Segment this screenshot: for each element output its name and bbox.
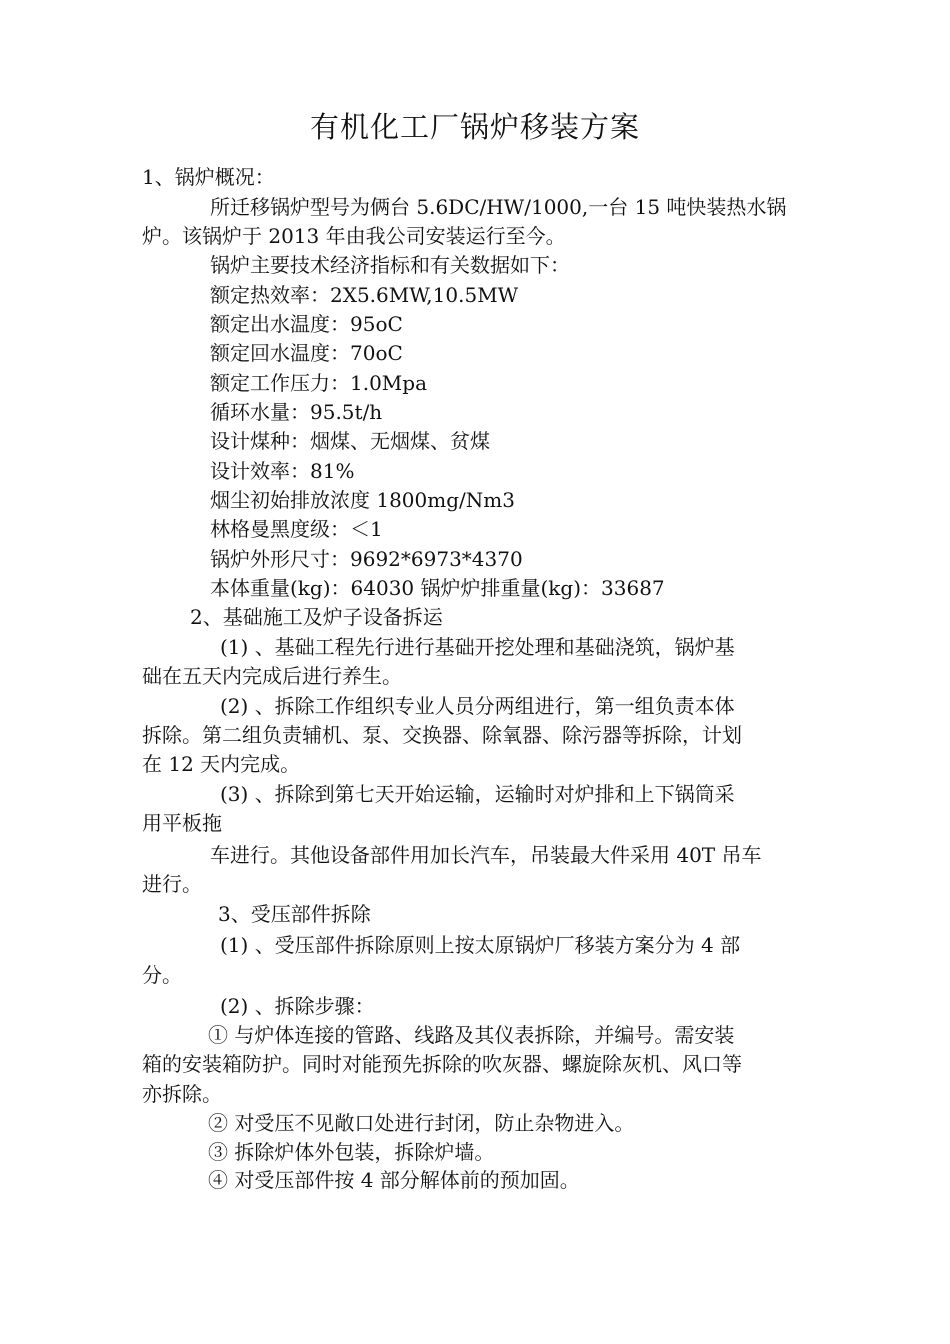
spec-line: 设计煤种：烟煤、无烟煤、贫煤 xyxy=(210,429,490,453)
spec-line: 设计效率：81% xyxy=(210,459,355,483)
step-line: ② 对受压不见敞口处进行封闭，防止杂物进入。 xyxy=(208,1111,635,1135)
section-2-heading: 2、基础施工及炉子设备拆运 xyxy=(190,605,443,629)
paragraph-line: 拆除。第二组负责辅机、泵、交换器、除氧器、除污器等拆除，计划 xyxy=(142,723,742,747)
paragraph-line: 亦拆除。 xyxy=(142,1082,222,1106)
spec-line: 额定出水温度：95oC xyxy=(210,312,403,336)
paragraph-line: 炉。该锅炉于 2013 年由我公司安装运行至今。 xyxy=(142,224,566,248)
paragraph-line: 础在五天内完成后进行养生。 xyxy=(142,664,402,688)
step-line: ① 与炉体连接的管路、线路及其仪表拆除，并编号。需安装 xyxy=(208,1023,735,1047)
section-3-heading: 3、受压部件拆除 xyxy=(218,902,371,926)
paragraph-line: (2) 、拆除步骤： xyxy=(220,994,375,1018)
spec-line: 烟尘初始排放浓度 1800mg/Nm3 xyxy=(210,488,515,512)
paragraph-line: 分。 xyxy=(142,963,182,987)
spec-line: 林格曼黑度级：＜1 xyxy=(210,517,383,541)
spec-line: 锅炉外形尺寸：9692*6973*4370 xyxy=(210,547,523,571)
paragraph-line: 所迁移锅炉型号为俩台 5.6DC/HW/1000,一台 15 吨快装热水锅 xyxy=(210,195,787,219)
paragraph-line: 进行。 xyxy=(142,872,202,896)
section-1-heading: 1、锅炉概况： xyxy=(142,165,275,189)
step-line: ④ 对受压部件按 4 部分解体前的预加固。 xyxy=(208,1168,580,1192)
paragraph-line: (3) 、拆除到第七天开始运输，运输时对炉排和上下锅筒采 xyxy=(220,782,735,806)
paragraph-line: (2) 、拆除工作组织专业人员分两组进行，第一组负责本体 xyxy=(220,694,735,718)
spec-line: 循环水量：95.5t/h xyxy=(210,400,383,424)
paragraph-line: 锅炉主要技术经济指标和有关数据如下： xyxy=(210,253,570,277)
spec-line: 本体重量(kg)：64030 锅炉炉排重量(kg)：33687 xyxy=(210,576,665,600)
paragraph-line: 在 12 天内完成。 xyxy=(142,752,301,776)
document-title: 有机化工厂锅炉移装方案 xyxy=(309,110,640,144)
paragraph-line: (1) 、基础工程先行进行基础开挖处理和基础浇筑，锅炉基 xyxy=(220,635,735,659)
spec-line: 额定工作压力：1.0Mpa xyxy=(210,371,428,395)
step-line: ③ 拆除炉体外包装，拆除炉墙。 xyxy=(208,1140,495,1164)
spec-line: 额定热效率：2X5.6MW,10.5MW xyxy=(210,283,519,307)
paragraph-line: 用平板拖 xyxy=(142,811,222,835)
paragraph-line: (1) 、受压部件拆除原则上按太原锅炉厂移装方案分为 4 部 xyxy=(220,933,741,957)
spec-line: 额定回水温度：70oC xyxy=(210,341,403,365)
paragraph-line: 箱的安装箱防护。同时对能预先拆除的吹灰器、螺旋除灰机、风口等 xyxy=(142,1052,742,1076)
paragraph-line: 车进行。其他设备部件用加长汽车，吊装最大件采用 40T 吊车 xyxy=(210,843,762,867)
